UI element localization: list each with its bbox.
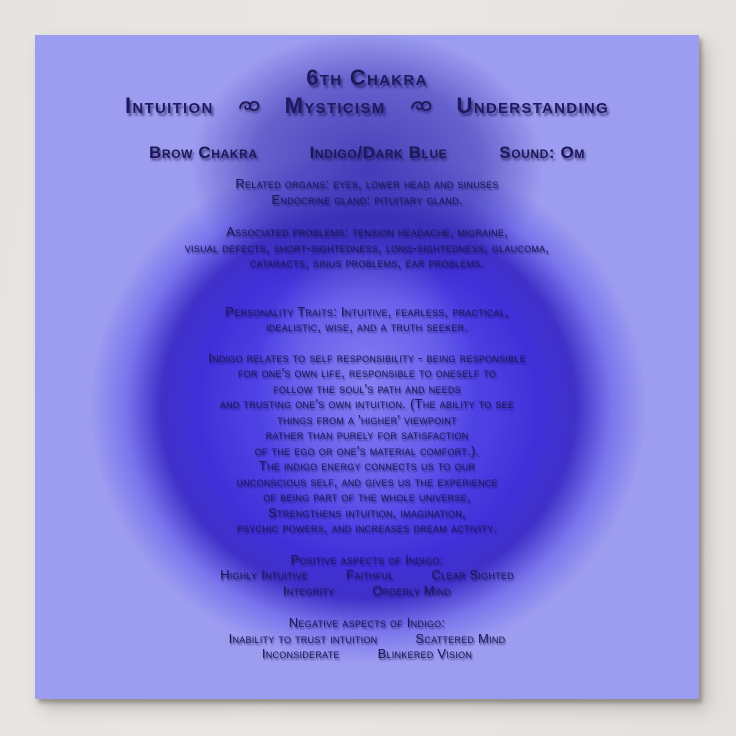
poster-content: [35, 35, 699, 699]
text-line: and trusting one's own intuition. (The ability to see: [219, 396, 515, 411]
negative-aspects-row: [35, 631, 699, 647]
subtitle-word-understanding: Understanding: [456, 93, 610, 118]
positive-aspects-heading: Positive aspects of Indigo:: [290, 551, 444, 567]
text-line: rather than purely for satisfaction: [265, 427, 469, 442]
om-flourish-icon: [410, 98, 433, 114]
subtitle-word-mysticism: Mysticism: [284, 93, 386, 118]
text-line: Indigo relates to self responsibility - being responsible: [208, 349, 526, 365]
text-line: follow the soul's path and needs: [273, 380, 461, 396]
attr-sound: Sound: Om: [499, 143, 585, 162]
text-line: Associated problems: tension headache, migraine,: [226, 224, 508, 239]
aspect-item: Blinkered Vision: [377, 646, 473, 661]
section-positive-aspects: [35, 552, 699, 599]
negative-aspects-heading: Negative aspects of Indigo:: [288, 615, 446, 630]
aspect-item: Orderly Mind: [372, 582, 452, 598]
aspect-item: Clear Sighted: [431, 567, 514, 582]
text-line: The indigo energy connects us to our: [258, 458, 476, 473]
om-flourish-icon: [238, 98, 261, 114]
text-line: Related organs: eyes, lower head and sinuses: [235, 176, 499, 191]
chakra-poster: [35, 35, 699, 699]
poster-subtitle: [35, 92, 699, 120]
aspect-item: Faithful: [346, 567, 394, 582]
section-negative-aspects: [35, 615, 699, 662]
negative-aspects-row: [35, 646, 699, 662]
section-indigo-meaning: [35, 350, 699, 536]
aspect-item: Scattered Mind: [415, 630, 506, 646]
section-related-organs: [35, 176, 699, 207]
positive-aspects-row: [35, 583, 699, 599]
aspect-item: Inconsiderate: [261, 646, 340, 661]
text-line: of the ego or one's material comfort.).: [254, 442, 480, 458]
aspect-item: Highly Intuitive: [220, 567, 309, 582]
text-line: visual defects, short-sightedness, long-sightedness, glaucoma,: [184, 239, 550, 255]
aspect-item: Integrity: [282, 582, 335, 598]
text-line: Endocrine gland: pituitary gland.: [271, 191, 463, 207]
attr-brow-chakra: Brow Chakra: [149, 143, 258, 162]
text-line: things from a 'higher' viewpoint: [277, 411, 457, 427]
section-personality-traits: [35, 304, 699, 335]
text-line: Personality Traits: Intuitive, fearless, practical,: [225, 303, 509, 319]
text-line: of being part of the whole universe,: [263, 489, 471, 504]
aspect-item: Inability to trust intuition: [228, 630, 378, 646]
poster-title: 6th Chakra: [306, 65, 428, 90]
text-line: idealistic, wise, and a truth seeker.: [265, 319, 469, 334]
text-line: psychic powers, and increases dream activity.: [236, 520, 498, 535]
text-line: for one's own life, responsible to oneself to: [237, 365, 497, 380]
text-line: Strengthens intuition, imagination,: [268, 504, 466, 520]
attr-color: Indigo/Dark Blue: [309, 143, 448, 162]
text-line: cataracts, sinus problems, ear problems.: [249, 255, 485, 270]
chakra-attributes-row: [35, 142, 699, 164]
positive-aspects-row: [35, 567, 699, 583]
subtitle-word-intuition: Intuition: [124, 93, 214, 118]
text-line: unconscious self, and gives us the experience: [236, 473, 498, 489]
section-associated-problems: [35, 224, 699, 271]
